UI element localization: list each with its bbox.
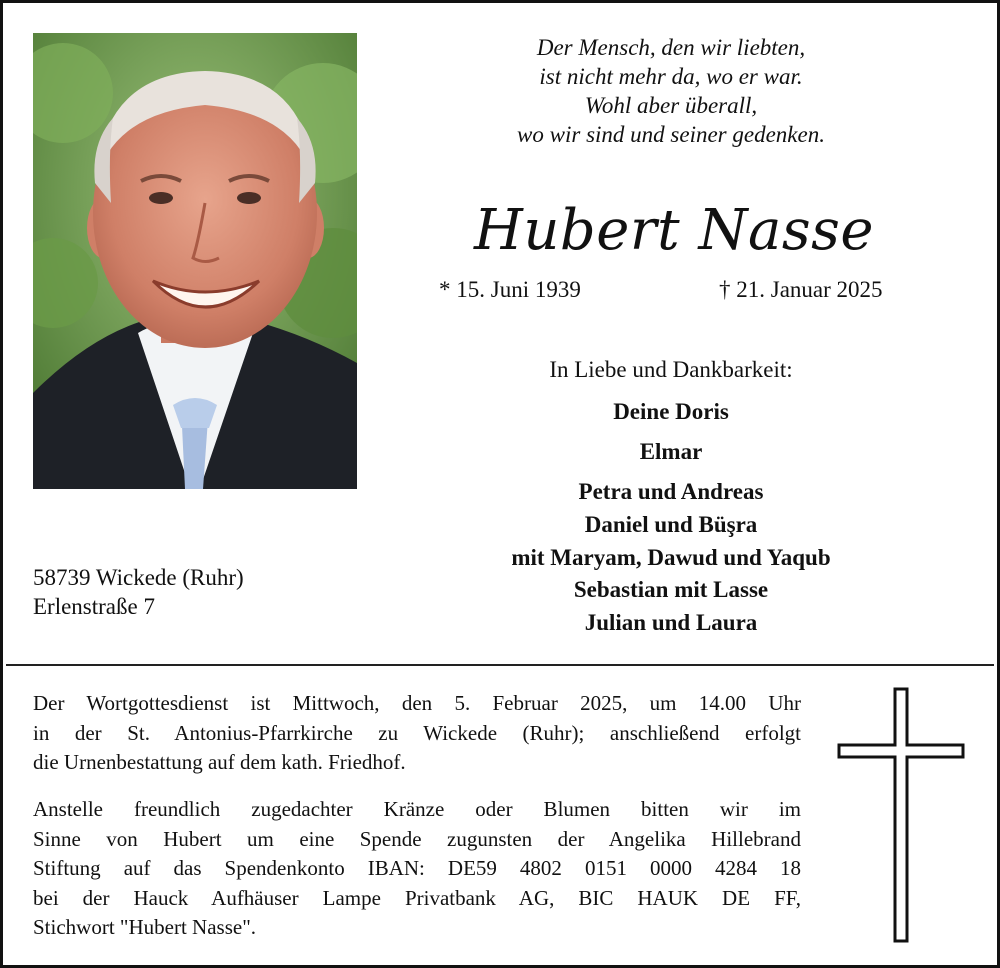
- mourner-entry: mit Maryam, Dawud und Yaqub: [511, 545, 831, 570]
- service-line: in der St. Antonius-Pfarrkirche zu Wickede (Ruhr); anschließend erfolgt: [33, 720, 801, 745]
- birth-date: * 15. Juni 1939: [439, 277, 581, 302]
- address-city: 58739 Wickede (Ruhr): [33, 565, 244, 590]
- deceased-name: Hubert Nasse: [474, 198, 874, 263]
- poem-line: Der Mensch, den wir liebten,: [536, 35, 806, 60]
- donation-line: Sinne von Hubert um eine Spende zugunsten der Angelika Hillebrand: [33, 826, 801, 851]
- portrait-photo: [33, 33, 357, 489]
- donation-line: Stiftung auf das Spendenkonto IBAN: DE59 4802 0151 0000 4284 18: [33, 856, 801, 880]
- section-divider: [6, 664, 994, 666]
- death-date: † 21. Januar 2025: [719, 277, 883, 302]
- donation-line: Anstelle freundlich zugedachter Kränze oder Blumen bitten wir im: [33, 797, 801, 821]
- donation-line: bei der Hauck Aufhäuser Lampe Privatbank AG, BIC HAUK DE FF,: [33, 885, 801, 910]
- mourner-entry: Daniel und Büşra: [584, 512, 758, 537]
- mourner-entry: Deine Doris: [613, 399, 729, 424]
- service-line: die Urnenbestattung auf dem kath. Friedhof.: [33, 750, 406, 774]
- thanks-heading: In Liebe und Dankbarkeit:: [549, 357, 793, 382]
- cross-icon: [837, 687, 965, 943]
- donation-line: Stichwort "Hubert Nasse".: [33, 915, 257, 939]
- memorial-poem: [421, 33, 921, 149]
- mourner-entry: Petra und Andreas: [578, 479, 764, 504]
- poem-line: ist nicht mehr da, wo er war.: [539, 64, 803, 89]
- mourner-entry: Sebastian mit Lasse: [573, 577, 769, 602]
- mourner-entry: Elmar: [639, 439, 703, 464]
- service-info: [33, 689, 801, 778]
- donation-info: [33, 795, 801, 943]
- address-block: [33, 563, 244, 621]
- poem-line: Wohl aber überall,: [584, 93, 758, 118]
- poem-line: wo wir sind und seiner gedenken.: [517, 122, 825, 147]
- service-line: Der Wortgottesdienst ist Mittwoch, den 5. Februar 2025, um 14.00 Uhr: [33, 691, 801, 715]
- address-street: Erlenstraße 7: [33, 594, 155, 619]
- mourner-entry: Julian und Laura: [584, 610, 758, 635]
